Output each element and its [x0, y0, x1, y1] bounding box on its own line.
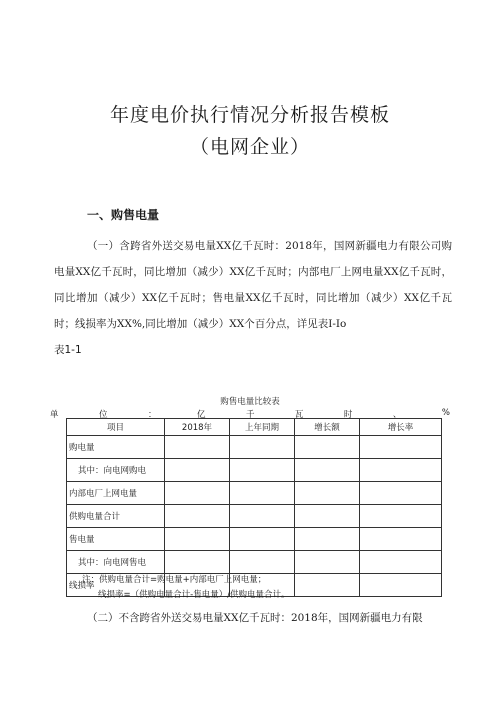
- table-row-label: 线损率: [67, 574, 165, 597]
- document-subtitle: （电网企业）: [189, 136, 310, 158]
- table-row-label: 内部电厂上网电量: [67, 482, 165, 505]
- table-row: [67, 459, 442, 482]
- table-cell: [230, 482, 295, 505]
- table-cell: [230, 505, 295, 528]
- unit-char: 瓦: [294, 410, 304, 420]
- paragraph-2: （二）不含跨省外送交易电量XX亿千瓦时：2018年，国网新疆电力有限: [87, 612, 423, 624]
- table-cell: [295, 574, 360, 597]
- power-comparison-table: [66, 418, 442, 597]
- table-cell: [165, 436, 230, 459]
- table-row-label: 供购电量合计: [67, 505, 165, 528]
- table-cell: [165, 459, 230, 482]
- table-cell: [360, 574, 442, 597]
- table-cell: [360, 436, 442, 459]
- unit-char: ：: [147, 410, 157, 420]
- table-row-label: 购电量: [67, 436, 165, 459]
- table-row: [67, 528, 442, 551]
- table-row-label: 其中：向电网购电: [67, 459, 165, 482]
- table-header-cell: 项目: [67, 419, 165, 436]
- section-heading-1: 一、购售电量: [87, 208, 160, 222]
- table-row: [67, 505, 442, 528]
- table-row: [67, 482, 442, 505]
- table-cell: [360, 482, 442, 505]
- unit-char: 单: [50, 410, 59, 420]
- table-cell: [295, 551, 360, 574]
- table-note-1: 注：供购电量合计=购电量+内部电厂上网电量；: [82, 575, 267, 585]
- table-cell: [295, 482, 360, 505]
- table-cell: [230, 528, 295, 551]
- unit-char: 位: [98, 410, 108, 420]
- table-cell: [230, 459, 295, 482]
- table-cell: [295, 505, 360, 528]
- table-header-cell: 2018年: [165, 419, 230, 436]
- table-cell: [360, 459, 442, 482]
- unit-char: %: [441, 408, 450, 418]
- paragraph-1-tail: 表1-1: [54, 344, 82, 356]
- table-cell: [165, 528, 230, 551]
- table-row: [67, 436, 442, 459]
- table-cell: [295, 459, 360, 482]
- unit-char: 、: [392, 410, 402, 420]
- table-row-label: 售电量: [67, 528, 165, 551]
- table-cell: [165, 505, 230, 528]
- table-cell: [230, 436, 295, 459]
- unit-char: 亿: [196, 410, 206, 420]
- table-cell: [165, 482, 230, 505]
- table-note-2: 线损率=（供购电量合计-售电量）/供购电量合计。: [98, 590, 290, 600]
- table-cell: [230, 551, 295, 574]
- table-caption: 购售电量比较表: [220, 397, 280, 407]
- table-cell: [360, 551, 442, 574]
- table-cell: [360, 528, 442, 551]
- table-header-row: [67, 419, 442, 436]
- table-header-cell: 上年同期: [230, 419, 295, 436]
- table-cell: [295, 436, 360, 459]
- table-header-cell: 增长率: [360, 419, 442, 436]
- table-row-label: 其中：向电网售电: [67, 551, 165, 574]
- table-row: [67, 551, 442, 574]
- paragraph-1: （一）含跨省外送交易电量XX亿千瓦时：2018年，国网新疆电力有限公司购电量XX亿千瓦时，同比增加（减少）XX亿千瓦时；内部电厂上网电量XX亿千瓦时，同比增加（减少）XX亿千瓦时；售电量XX亿千瓦时，同比增加（减少）XX亿千瓦时；线损率为XX%,同比增加（减少）XX个百分点，详见表I-Io: [54, 240, 452, 330]
- table-cell: [295, 528, 360, 551]
- unit-char: 时: [343, 410, 353, 420]
- table-header-cell: 增长额: [295, 419, 360, 436]
- document-title: 年度电价执行情况分析报告模板: [109, 104, 390, 126]
- unit-char: 千: [245, 410, 255, 420]
- table-cell: [360, 505, 442, 528]
- table-cell: [165, 551, 230, 574]
